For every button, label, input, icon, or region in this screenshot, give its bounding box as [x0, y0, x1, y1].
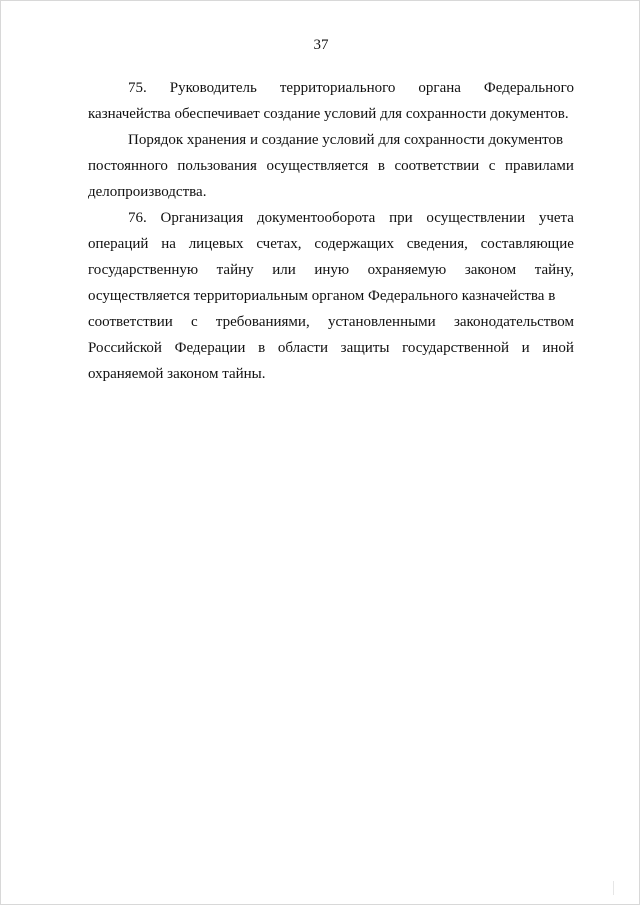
word: тайну, [534, 262, 574, 278]
word: установленными [327, 314, 436, 330]
word: Федерации [174, 340, 246, 356]
word: в [258, 340, 266, 356]
word: 75. [128, 80, 147, 96]
text-line [88, 261, 574, 279]
word: защиты [340, 340, 390, 356]
text-line [128, 79, 574, 97]
word: органа [418, 80, 461, 96]
word: государственную [88, 262, 199, 278]
text-line [128, 209, 574, 227]
word: в [377, 158, 385, 174]
word: и [521, 340, 530, 356]
word: области [277, 340, 328, 356]
word: территориального [279, 80, 396, 96]
word: законодательством [453, 314, 574, 330]
word: с [488, 158, 496, 174]
word: законом [464, 262, 517, 278]
word: составляющие [480, 236, 574, 252]
word: Организация [160, 210, 244, 226]
word: 76. [128, 210, 147, 226]
word: при [389, 210, 413, 226]
word: правилами [504, 158, 574, 174]
word: содержащих [314, 236, 394, 252]
word: лицевых [188, 236, 244, 252]
word: Федерального [483, 80, 574, 96]
word: государственной [402, 340, 510, 356]
text-line: Порядок хранения и создание условий для сохранности документов [128, 132, 564, 148]
word: Российской [88, 340, 162, 356]
page-number: 37 [313, 37, 329, 53]
text-line: осуществляется территориальным органом Федерального казначейства в [88, 288, 556, 304]
word: счетах, [256, 236, 302, 252]
word: осуществляется [266, 158, 369, 174]
word: соответствии [394, 158, 480, 174]
word: соответствии [88, 314, 173, 330]
word: иной [542, 340, 574, 356]
word: требованиями, [215, 314, 310, 330]
text-line: охраняемой законом тайны. [88, 366, 266, 382]
text-line [88, 339, 574, 357]
word: Руководитель [169, 80, 257, 96]
word: с [191, 314, 198, 330]
word: учета [538, 210, 574, 226]
word: пользования [177, 158, 257, 174]
text-line: казначейства обеспечивает создание условий для сохранности документов. [88, 106, 569, 122]
word: постоянного [88, 158, 168, 174]
word: тайну [216, 262, 254, 278]
word: охраняемую [367, 262, 447, 278]
word: сведения, [406, 236, 468, 252]
text-line [88, 313, 574, 331]
word: операций [88, 236, 149, 252]
word: на [161, 236, 176, 252]
text-line [88, 157, 574, 175]
scan-edge-mark [613, 881, 614, 895]
word: иную [314, 262, 350, 278]
text-line [88, 235, 574, 253]
text-line: делопроизводства. [88, 184, 207, 200]
word: документооборота [256, 210, 376, 226]
word: осуществлении [426, 210, 526, 226]
word: или [272, 262, 296, 278]
